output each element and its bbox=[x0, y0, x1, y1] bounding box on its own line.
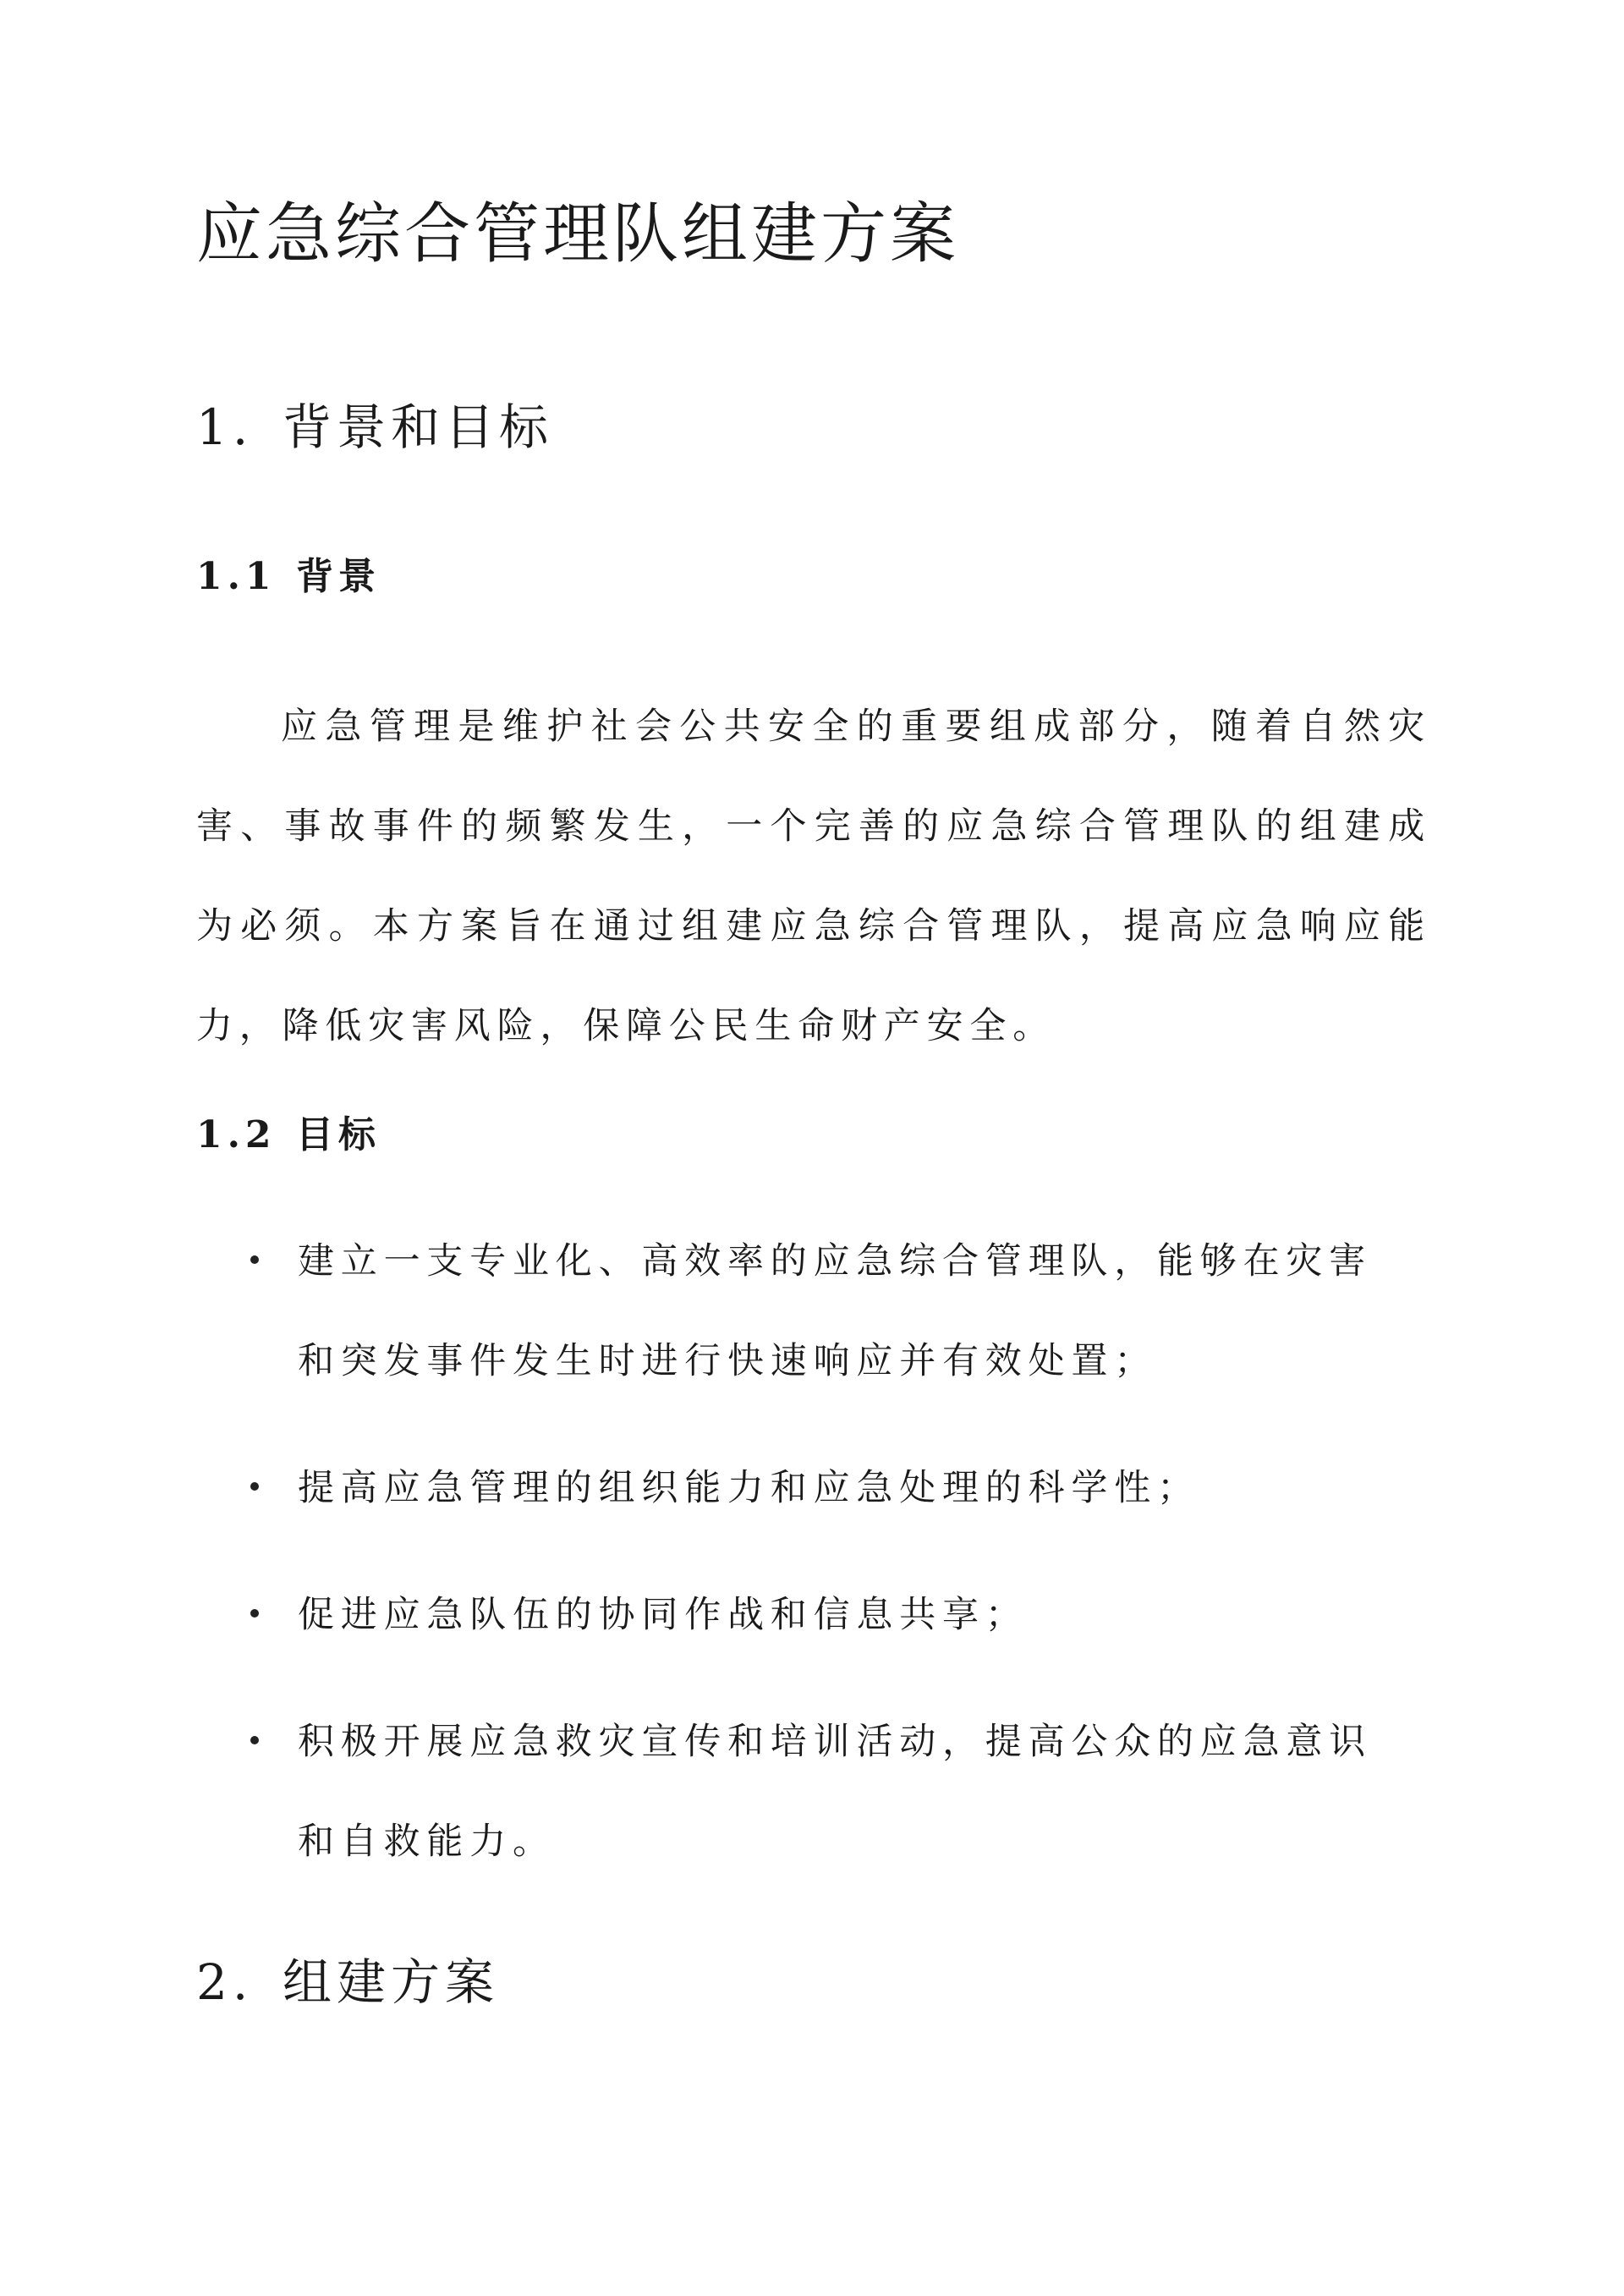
bullet-dot-icon bbox=[250, 1255, 259, 1264]
list-item bbox=[298, 1438, 1414, 1538]
list-item-text: 建立一支专业化、高效率的应急综合管理队，能够在灾害和突发事件发生时进行快速响应并有效处置； bbox=[298, 1240, 1372, 1382]
section-1-title: 背景和目标 bbox=[283, 398, 554, 456]
section-1-heading bbox=[196, 398, 554, 456]
subsection-1-1-heading bbox=[196, 555, 381, 598]
subsection-1-2-heading bbox=[196, 1113, 381, 1156]
document-title: 应急综合管理队组建方案 bbox=[196, 196, 960, 272]
list-item-text: 促进应急队伍的协同作战和信息共享； bbox=[298, 1594, 1029, 1636]
bullet-dot-icon bbox=[250, 1482, 259, 1491]
background-paragraph: 应急管理是维护社会公共安全的重要组成部分，随着自然灾害、事故事件的频繁发生，一个完善的应急综合管理队的组建成为必须。本方案旨在通过组建应急综合管理队，提高应急响应能力，降低灾害风险，保障公民生命财产安全。 bbox=[196, 706, 1431, 1047]
subsection-1-2-title: 目标 bbox=[296, 1113, 381, 1156]
list-item-text: 提高应急管理的组织能力和应急处理的科学性； bbox=[298, 1467, 1200, 1509]
section-1-number: 1. bbox=[196, 398, 254, 456]
list-item-text: 积极开展应急救灾宣传和培训活动，提高公众的应急意识和自救能力。 bbox=[298, 1721, 1372, 1863]
section-2-number: 2. bbox=[196, 1953, 254, 2011]
list-item bbox=[298, 1692, 1414, 1892]
subsection-1-2-number: 1.2 bbox=[196, 1113, 277, 1156]
section-2-heading bbox=[196, 1953, 500, 2011]
subsection-1-1-title: 背景 bbox=[296, 555, 381, 598]
list-item bbox=[298, 1565, 1414, 1665]
section-2-title: 组建方案 bbox=[283, 1953, 500, 2011]
bullet-dot-icon bbox=[250, 1736, 259, 1744]
list-item bbox=[298, 1211, 1414, 1411]
bullet-dot-icon bbox=[250, 1609, 259, 1618]
subsection-1-1-number: 1.1 bbox=[196, 555, 277, 598]
